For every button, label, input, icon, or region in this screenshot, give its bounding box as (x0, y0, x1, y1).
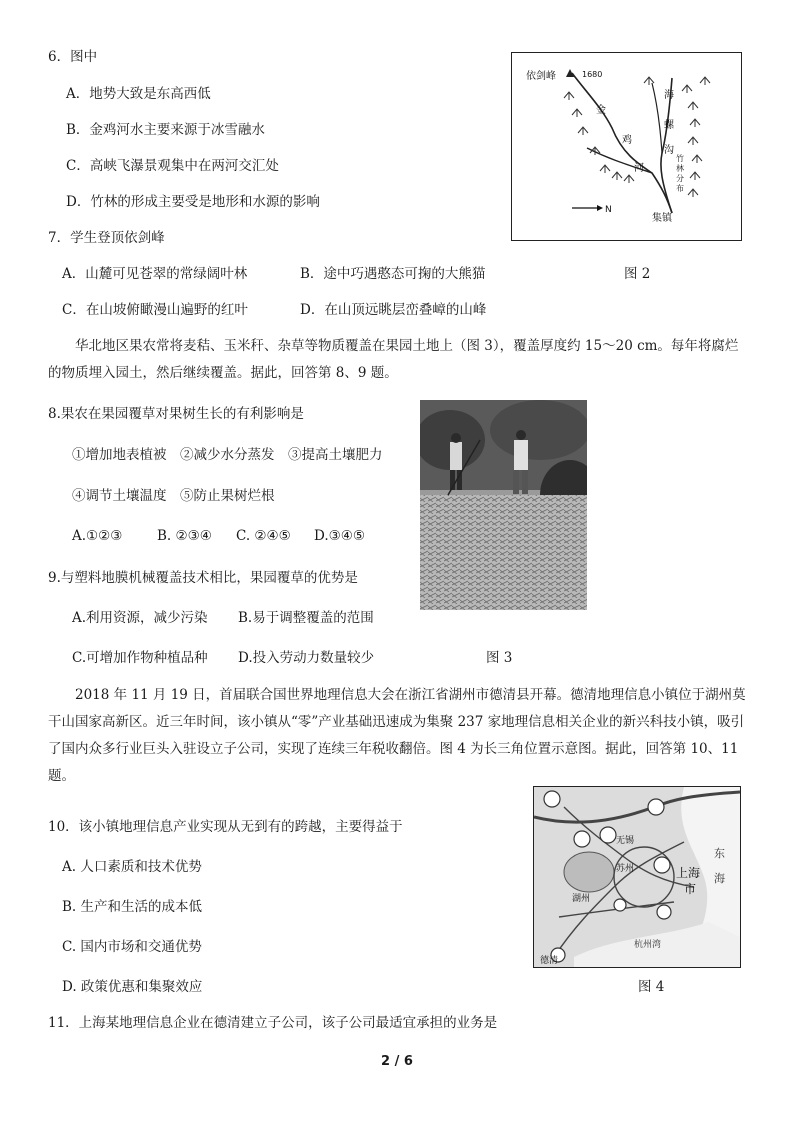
figure-3-photo (420, 400, 587, 610)
fig2-river-jin-2: 鸡 (622, 135, 632, 146)
q6-stem: 6．图中 (48, 49, 98, 65)
q10-stem: 10．该小镇地理信息产业实现从无到有的跨越，主要得益于 (48, 819, 403, 835)
fig2-north-label: N (605, 205, 612, 215)
fig2-town-label: 集镇 (652, 213, 672, 224)
fig4-sea-label-2: 海 (714, 872, 725, 885)
q7-option-b: B．途中巧遇憨态可掬的大熊猫 (300, 266, 486, 282)
page-number: 2 / 6 (381, 1054, 413, 1069)
fig2-bamboo-3: 分 (676, 174, 684, 183)
figure-2-svg (512, 53, 741, 240)
q7-option-d: D．在山顶远眺层峦叠嶂的山峰 (300, 302, 487, 318)
fig2-bamboo-2: 林 (676, 164, 684, 173)
fig2-river-hai-1: 海 (664, 90, 674, 101)
q10-option-b: B. 生产和生活的成本低 (62, 899, 203, 915)
q6-option-d: D．竹林的形成主要受是地形和水源的影响 (66, 194, 320, 210)
fig4-suzhou-label: 苏州 (616, 864, 635, 874)
q9-option-b: B.易于调整覆盖的范围 (238, 610, 374, 626)
q6-option-b: B．金鸡河水主要来源于冰雪融水 (66, 122, 265, 138)
q11-stem: 11．上海某地理信息企业在德清建立子公司，该子公司最适宜承担的业务是 (48, 1015, 498, 1031)
q8-option-b: B. ②③④ (157, 528, 212, 544)
fig2-river-jin-1: 金 (596, 105, 606, 116)
q8-items-line-2: ④调节土壤温度 ⑤防止果树烂根 (72, 488, 275, 504)
fig4-shanghai-label: 上海 (676, 866, 701, 880)
q6-option-c: C．高峡飞瀑景观集中在两河交汇处 (66, 158, 279, 174)
figure-2-map (511, 52, 742, 241)
q10-option-d: D. 政策优惠和集聚效应 (62, 979, 203, 995)
q9-option-c: C.可增加作物种植品种 (72, 650, 208, 666)
q8-option-c: C. ②④⑤ (236, 528, 291, 544)
fig2-peak-height: 1680 (582, 70, 603, 79)
figure-4-svg (534, 787, 740, 967)
q10-option-c: C. 国内市场和交通优势 (62, 939, 202, 955)
q9-option-d: D.投入劳动力数量较少 (238, 650, 375, 666)
fig4-shanghai-suffix: 市 (684, 882, 697, 896)
q8-option-a: A.①②③ (72, 528, 123, 544)
figure-3-svg (420, 400, 587, 610)
figure-4-map (533, 786, 741, 968)
q7-option-c: C．在山坡俯瞰漫山遍野的红叶 (62, 302, 248, 318)
bamboo-symbols (564, 77, 710, 197)
fig4-huzhou-label: 湖州 (572, 894, 591, 904)
fig4-wuxi-label: 无锡 (616, 836, 635, 846)
q8-items-line-1: ①增加地表植被 ②减少水分蒸发 ③提高土壤肥力 (72, 447, 383, 463)
q8-option-d: D.③④⑤ (314, 528, 365, 544)
fig4-sea-label-1: 东 (714, 847, 725, 860)
q10-option-a: A. 人口素质和技术优势 (62, 859, 202, 875)
q8-stem: 8.果农在果园覆草对果树生长的有利影响是 (48, 406, 304, 422)
fig4-bay-label: 杭州湾 (634, 940, 662, 950)
north-arrow-icon (597, 205, 603, 211)
q7-stem: 7．学生登顶依剑峰 (48, 230, 165, 246)
passage-1: 华北地区果农常将麦秸、玉米秆、杂草等物质覆盖在果园土地上（图 3），覆盖厚度约 15～20 cm。每年将腐烂的物质埋入园土，然后继续覆盖。据此，回答第 8、9 题。 (48, 338, 739, 381)
fig2-bamboo-4: 布 (676, 184, 684, 193)
fig2-river-hai-3: 沟 (664, 145, 674, 156)
figure-2-caption: 图 2 (624, 266, 651, 282)
fig4-deqing-label: 德清 (540, 956, 559, 966)
figure-4-caption: 图 4 (638, 979, 665, 995)
fig2-bamboo-1: 竹 (676, 154, 684, 163)
figure-3-caption: 图 3 (486, 650, 513, 666)
q9-option-a: A.利用资源，减少污染 (72, 610, 208, 626)
fig2-river-jin-3: 河 (634, 163, 644, 174)
fig2-river-hai-2: 螺 (664, 120, 674, 131)
q6-option-a: A．地势大致是东高西低 (66, 86, 211, 102)
fig2-peak-label: 依剑峰 (526, 71, 556, 82)
passage-2: 2018 年 11 月 19 日，首届联合国世界地理信息大会在浙江省湖州市德清县开幕。德清地理信息小镇位于湖州莫干山国家高新区。近三年时间，该小镇从“零”产业基础迅速成为集聚 237 家地理信息相关企业的新兴科技小镇，吸引了国内众多行业巨头入驻设立子公司，实现了连续三年税收翻倍。图 4 为长三角位置示意图。据此，回答第 10、11 题。 (48, 687, 746, 784)
q7-option-a: A．山麓可见苍翠的常绿阔叶林 (62, 266, 248, 282)
q9-stem: 9.与塑料地膜机械覆盖技术相比，果园覆草的优势是 (48, 570, 358, 586)
